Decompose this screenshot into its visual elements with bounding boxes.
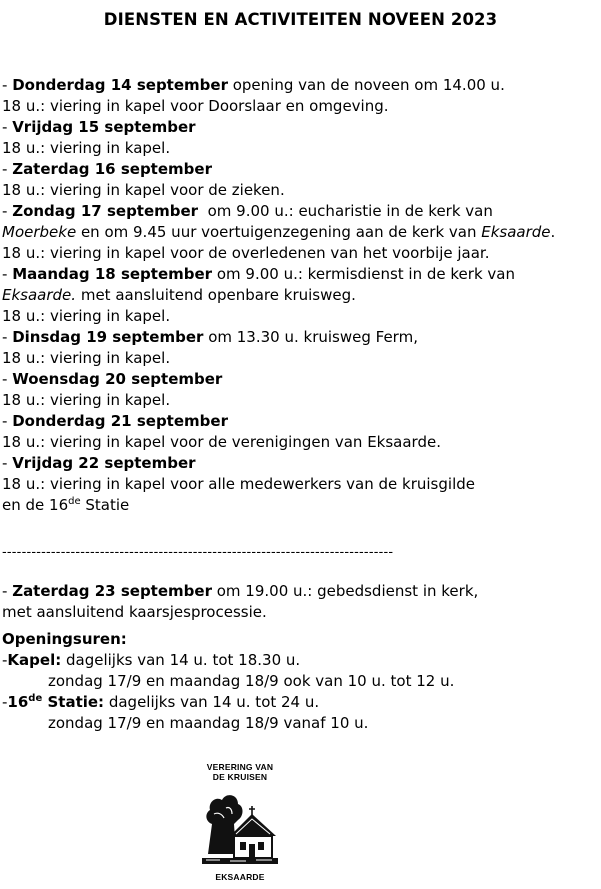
entry-text: dagelijks van 14 u. tot 18.30 u.: [61, 651, 301, 669]
entry-text: om 19.00 u.: gebedsdienst in kerk,: [211, 582, 479, 600]
opening-statie-extra: zondag 17/9 en maandag 18/9 vanaf 10 u.: [48, 714, 369, 732]
bullet: -: [2, 328, 13, 346]
entry-line: 18 u.: viering in kapel voor de overledenen van het voorbije jaar.: [2, 244, 490, 262]
entry-line: 18 u.: viering in kapel voor de verenigingen van Eksaarde.: [2, 433, 441, 451]
entry-friday-22: [2, 453, 599, 474]
day-label: Donderdag 21 september: [12, 412, 228, 430]
entry-line: 18 u.: viering in kapel voor de zieken.: [2, 181, 285, 199]
entry-text: en de 16: [2, 496, 69, 514]
bullet: -: [2, 651, 8, 669]
entry-text: Statie: [80, 496, 130, 514]
page-title: DIENSTEN EN ACTIVITEITEN NOVEEN 2023: [103, 10, 498, 29]
day-label: Zaterdag 23 september: [12, 582, 212, 600]
separator-line: --------------------------------------------------------------------------------: [2, 545, 394, 560]
bullet: -: [2, 412, 13, 430]
bullet: -: [2, 265, 13, 283]
opening-kapel-extra: zondag 17/9 en maandag 18/9 ook van 10 u. tot 12 u.: [48, 672, 455, 690]
entry-line: met aansluitend kaarsjesprocessie.: [2, 603, 267, 621]
opening-kapel: [2, 650, 599, 671]
location-label: [7, 693, 104, 711]
bullet: -: [2, 118, 13, 136]
entry-text: opening van de noveen om 14.00 u.: [227, 76, 505, 94]
day-label: Vrijdag 15 september: [12, 118, 196, 136]
location-label: Kapel:: [7, 651, 62, 669]
day-label: Zaterdag 16 september: [12, 160, 212, 178]
entry-tuesday-19: [2, 327, 599, 348]
bullet: -: [2, 370, 13, 388]
entry-saturday-16: [2, 159, 599, 180]
opening-hours-heading: Openingsuren:: [2, 630, 127, 648]
entry-text: om 9.00 u.: eucharistie in de kerk van: [198, 202, 493, 220]
day-label: Dinsdag 19 september: [12, 328, 204, 346]
entry-text: dagelijks van 14 u. tot 24 u.: [104, 693, 320, 711]
entry-text: om 13.30 u. kruisweg Ferm,: [203, 328, 418, 346]
entry-friday-15: [2, 117, 599, 138]
place-name: Eksaarde: [481, 223, 551, 241]
ordinal-suffix: de: [68, 496, 81, 507]
entry-line: 18 u.: viering in kapel.: [2, 307, 171, 325]
entry-line: 18 u.: viering in kapel.: [2, 139, 171, 157]
entry-sunday-17: [2, 201, 599, 222]
logo: [200, 760, 280, 885]
entry-line: 18 u.: viering in kapel voor Doorslaar en omgeving.: [2, 97, 389, 115]
bullet: -: [2, 202, 13, 220]
day-label: Maandag 18 september: [12, 265, 213, 283]
opening-statie: [2, 692, 599, 713]
schedule: [2, 75, 599, 734]
label-part: Statie:: [42, 693, 105, 711]
entry-thursday-21: [2, 411, 599, 432]
entry-line: [2, 222, 599, 243]
entry-line: [2, 285, 599, 306]
day-label: Donderdag 14 september: [12, 76, 228, 94]
bullet: -: [2, 693, 8, 711]
logo-title-line1: VERERING VAN: [206, 762, 274, 772]
entry-saturday-23: [2, 581, 599, 602]
entry-wednesday-20: [2, 369, 599, 390]
chapel-tree-illustration: [200, 784, 280, 870]
entry-text: .: [550, 223, 556, 241]
entry-line: [2, 495, 599, 516]
entry-thursday-14: [2, 75, 599, 96]
entry-text: om 9.00 u.: kermisdienst in de kerk van: [212, 265, 515, 283]
logo-title-line2: DE KRUISEN: [212, 772, 268, 782]
label-part: 16: [7, 693, 29, 711]
bullet: -: [2, 160, 13, 178]
entry-line: 18 u.: viering in kapel voor alle medewerkers van de kruisgilde: [2, 475, 475, 493]
logo-bottom-text: EKSAARDE: [215, 872, 265, 882]
entry-line: 18 u.: viering in kapel.: [2, 349, 171, 367]
bullet: -: [2, 454, 13, 472]
place-name: Eksaarde.: [2, 286, 77, 304]
entry-text: en om 9.45 uur voertuigenzegening aan de kerk van: [76, 223, 482, 241]
place-name: Moerbeke: [2, 223, 77, 241]
day-label: Woensdag 20 september: [12, 370, 223, 388]
day-label: Zondag 17 september: [12, 202, 199, 220]
entry-text: met aansluitend openbare kruisweg.: [76, 286, 356, 304]
day-label: Vrijdag 22 september: [12, 454, 196, 472]
ordinal-suffix: de: [28, 693, 43, 704]
entry-line: 18 u.: viering in kapel.: [2, 391, 171, 409]
entry-monday-18: [2, 264, 599, 285]
bullet: -: [2, 76, 13, 94]
bullet: -: [2, 582, 13, 600]
